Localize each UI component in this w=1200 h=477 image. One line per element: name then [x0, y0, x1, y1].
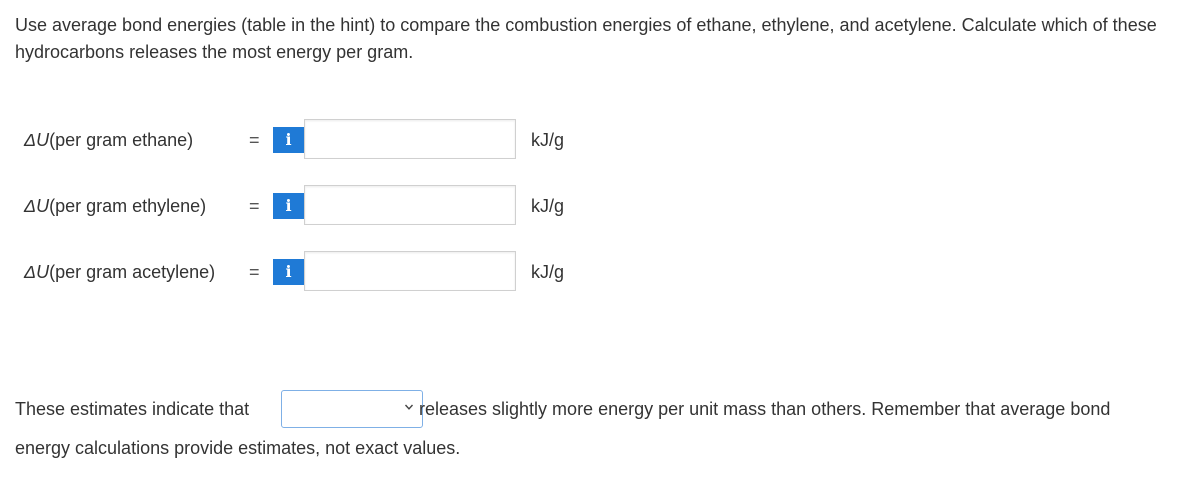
equals-sign: =	[249, 130, 260, 150]
acetylene-answer-input[interactable]	[304, 251, 516, 291]
answer-row-ethane	[0, 119, 1200, 161]
equals-sign: =	[249, 196, 260, 216]
chevron-down-icon	[404, 402, 414, 412]
ethane-answer-input[interactable]	[304, 119, 516, 159]
delta-u-symbol: ΔU	[24, 262, 50, 282]
ethylene-answer-input[interactable]	[304, 185, 516, 225]
hydrocarbon-select[interactable]	[281, 390, 423, 428]
info-icon[interactable]: i	[273, 193, 304, 219]
answer-row-acetylene	[0, 251, 1200, 293]
conclusion-trail-text: releases slightly more energy per unit mass than others. Remember that average bond	[419, 399, 1111, 419]
unit-label: kJ/g	[531, 262, 565, 282]
row-label-ethylene	[24, 194, 206, 218]
row-label-text: (per gram acetylene)	[49, 262, 216, 282]
equals-sign: =	[249, 262, 260, 282]
delta-u-symbol: ΔU	[24, 196, 50, 216]
unit-label: kJ/g	[531, 196, 565, 216]
row-label-ethane	[24, 128, 193, 152]
row-label-acetylene	[24, 260, 215, 284]
conclusion-second-line: energy calculations provide estimates, not exact values.	[15, 438, 461, 458]
question-text: Use average bond energies (table in the hint) to compare the combustion energies of ethane, ethylene, and acetylene. Calculate which of these hydrocarbons releases the most energy per gram.	[15, 15, 1157, 62]
info-icon[interactable]: i	[273, 259, 304, 285]
answer-row-ethylene	[0, 185, 1200, 227]
unit-label: kJ/g	[531, 130, 565, 150]
info-icon[interactable]: i	[273, 127, 304, 153]
delta-u-symbol: ΔU	[24, 130, 50, 150]
row-label-text: (per gram ethylene)	[49, 196, 207, 216]
conclusion-lead-text: These estimates indicate that	[15, 399, 250, 419]
row-label-text: (per gram ethane)	[49, 130, 194, 150]
